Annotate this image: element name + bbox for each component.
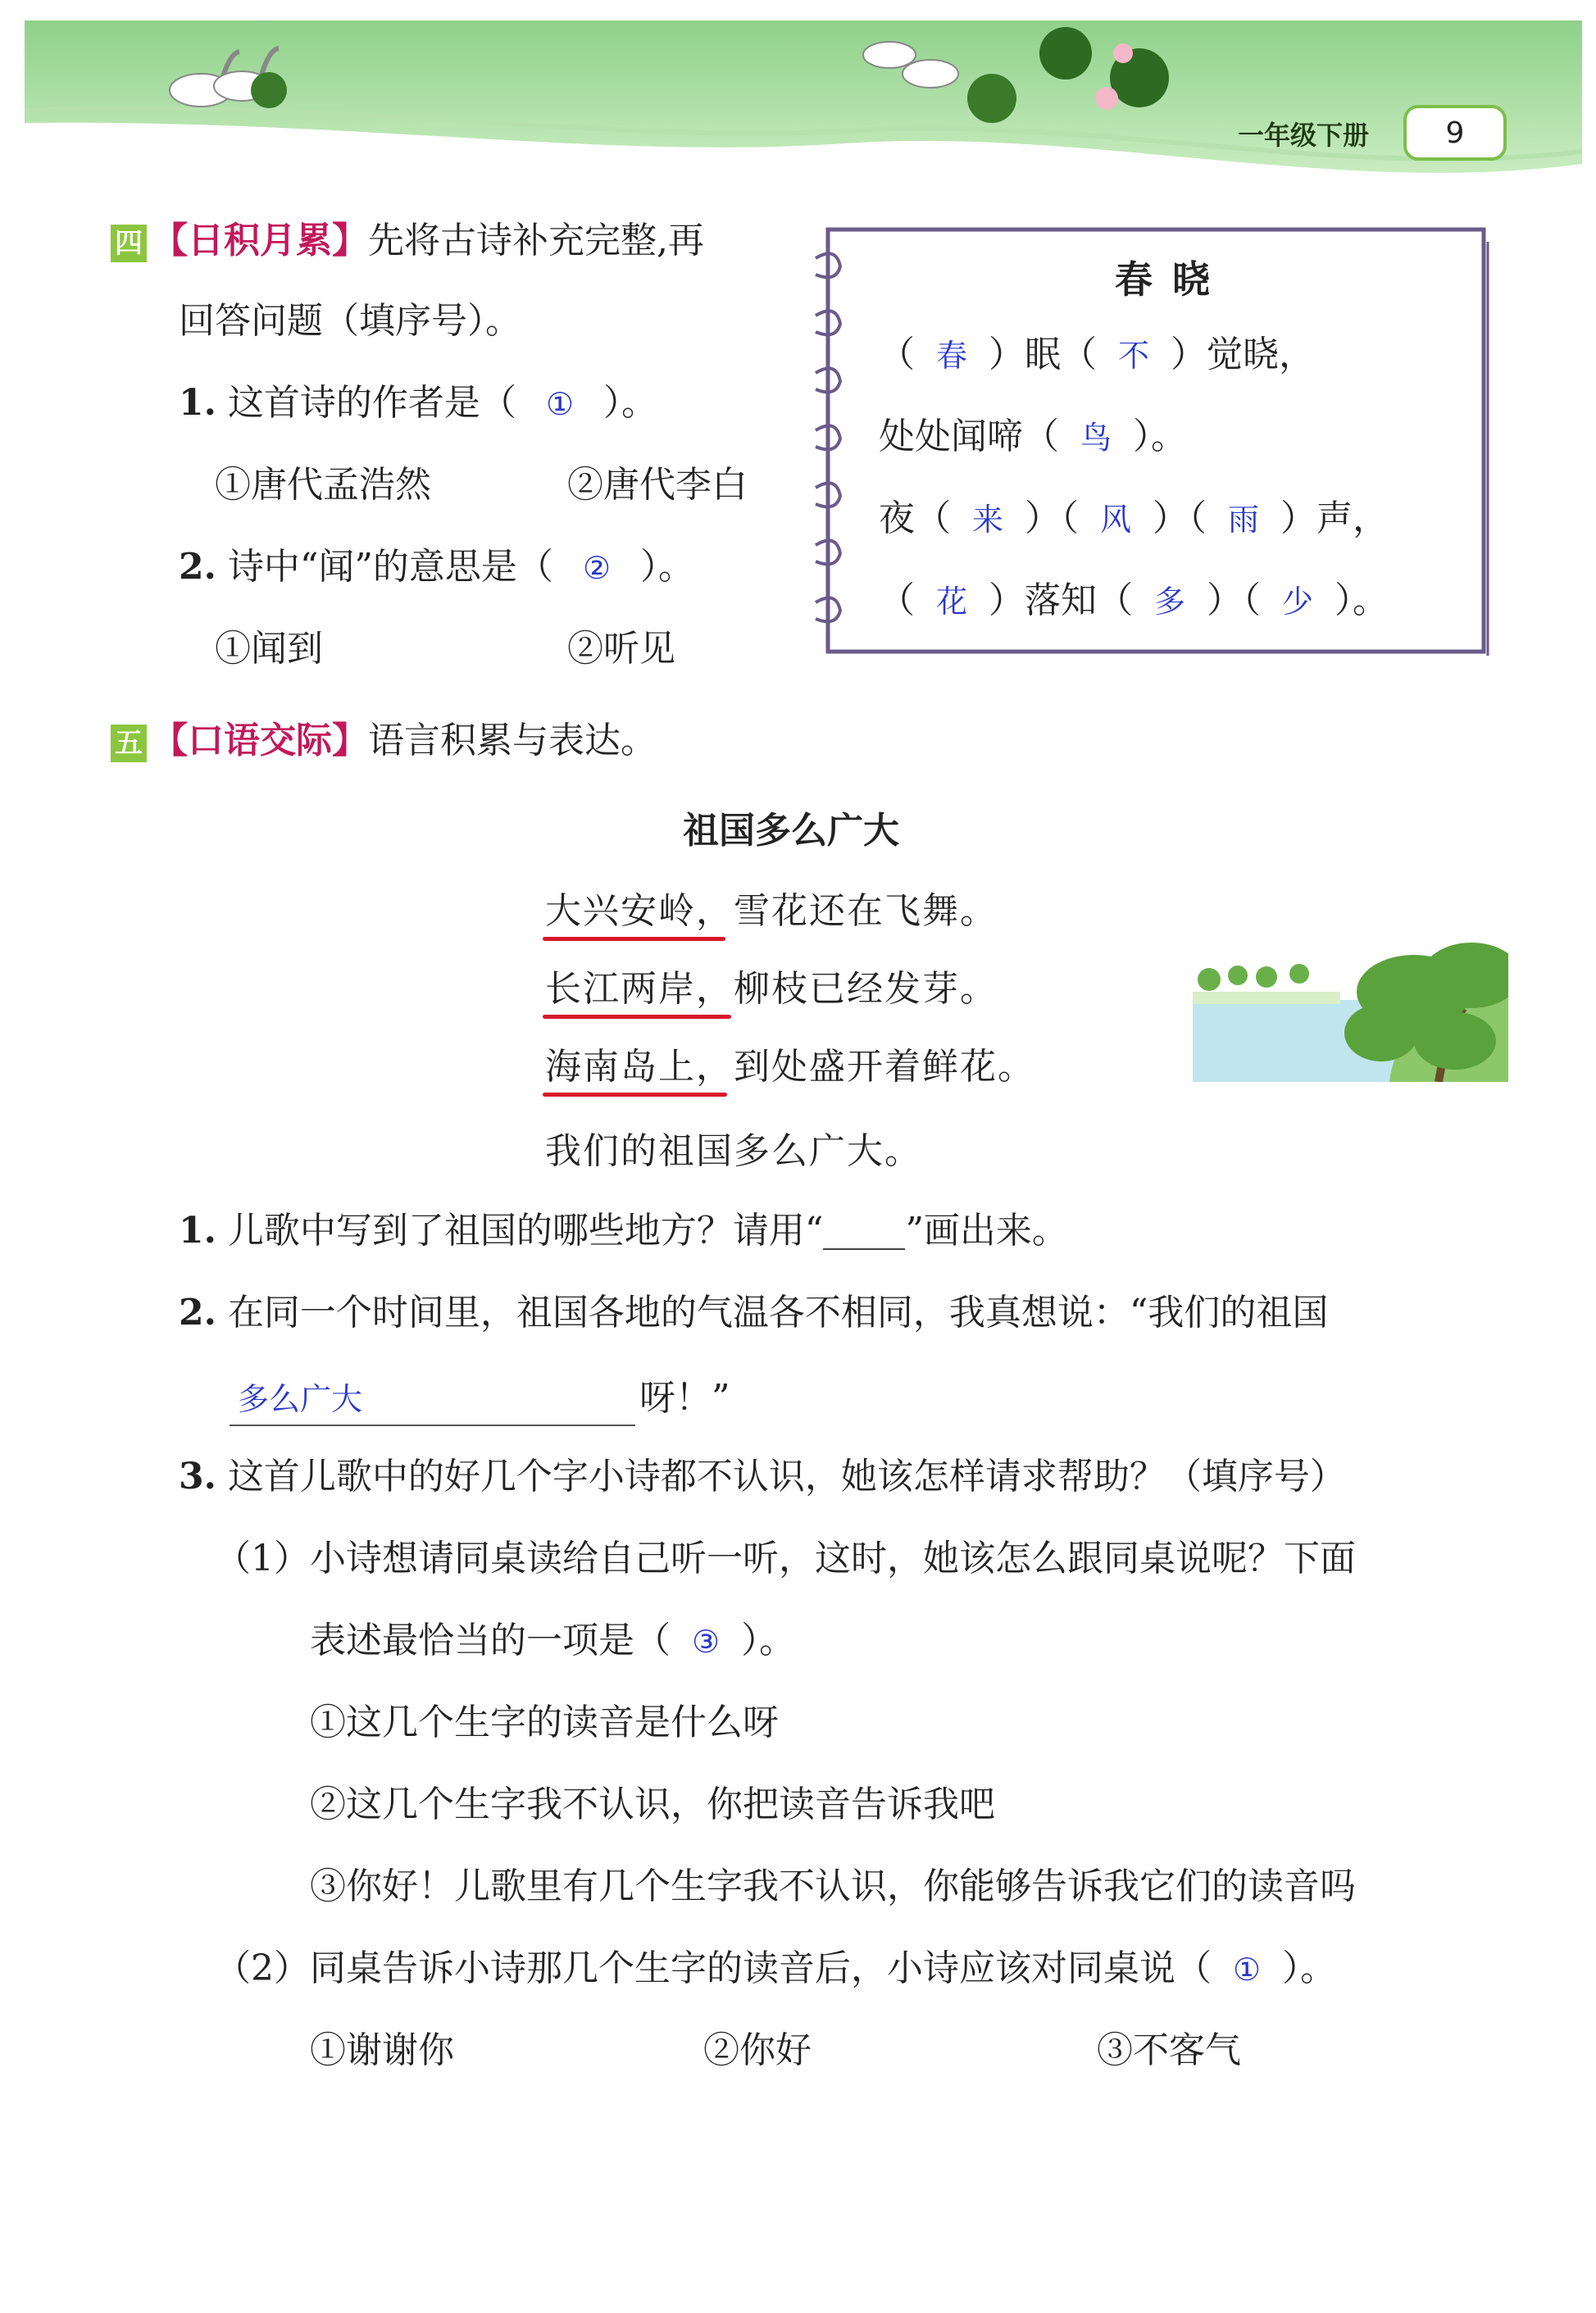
question-number: 1. xyxy=(179,1210,216,1252)
question-3 xyxy=(179,1452,1346,1502)
option-1: ①谢谢你 xyxy=(310,2029,454,2071)
place-name: 长江两岸， xyxy=(545,968,734,1010)
question-number: 1. xyxy=(179,382,216,424)
poem-line-3: 夜（ 来 ）（ 风 ）（ 雨 ）声， xyxy=(879,498,1389,539)
sub-question-1-cont xyxy=(310,1616,795,1666)
poem-answer: 花 xyxy=(936,584,968,620)
poem-text: 。 xyxy=(1151,416,1188,457)
poem-answer: 少 xyxy=(1282,584,1314,620)
answer: 多么广大 xyxy=(238,1381,363,1417)
question-1 xyxy=(179,1206,1068,1256)
section-4-heading xyxy=(111,216,704,266)
place-name: 海南岛上， xyxy=(545,1046,734,1088)
sub-text-end: ）。 xyxy=(1282,1947,1337,1989)
fill-answer-line xyxy=(238,1374,362,1424)
answer: ① xyxy=(545,386,575,422)
poem-answer: 雨 xyxy=(1228,502,1260,538)
poem-text: 处处闻啼 xyxy=(879,416,1023,457)
poem-text: 。 xyxy=(1353,579,1389,621)
section-instruction: 语言积累与表达。 xyxy=(368,720,657,761)
header-decoration xyxy=(25,20,1582,184)
song-text: 到处盛开着鲜花。 xyxy=(734,1046,1035,1088)
poem-line-2: 处处闻啼（ 鸟 ）。 xyxy=(879,416,1188,457)
song-text: 柳枝已经发芽。 xyxy=(734,968,998,1010)
answer: ② xyxy=(582,550,612,586)
grade-label: 一年级下册 xyxy=(1238,120,1370,151)
sub-label: （1） xyxy=(215,1538,310,1579)
question-2 xyxy=(179,543,694,593)
poem-answer: 风 xyxy=(1100,502,1132,538)
sub-text: 同桌告诉小诗那几个生字的读音后，小诗应该对同桌说（ xyxy=(310,1947,1212,1989)
question-1 xyxy=(179,379,657,429)
sub-text-end: ）。 xyxy=(741,1620,796,1661)
option-1: ①这几个生字的读音是什么呀 xyxy=(310,1702,779,1743)
question-text: 儿歌中写到了祖国的哪些地方？请用“ xyxy=(227,1210,824,1252)
question-2 xyxy=(179,1288,1328,1338)
question-text-end: ）。 xyxy=(603,382,658,424)
song-line-1 xyxy=(545,887,998,936)
poem-text: 觉晓， xyxy=(1207,334,1316,375)
answer: ① xyxy=(1233,1952,1262,1988)
sub-question-1 xyxy=(215,1534,1356,1584)
place-name: 大兴安岭， xyxy=(545,890,734,932)
poem-answer: 鸟 xyxy=(1080,420,1112,456)
section-instruction-cont: 回答问题（填序号）。 xyxy=(179,300,521,342)
section-title: 【口语交际】 xyxy=(152,720,368,761)
section-number: 四 xyxy=(111,225,147,262)
song-line-4: 我们的祖国多么广大。 xyxy=(545,1130,922,1172)
poem-answer: 不 xyxy=(1118,338,1150,374)
question-number: 3. xyxy=(179,1456,216,1497)
question-number: 2. xyxy=(179,546,216,588)
poem-line-4: （ 花 ）落知（ 多 ）（ 少 ）。 xyxy=(879,579,1389,621)
question-text: 这首儿歌中的好几个字小诗都不认识，她该怎样请求帮助？（填序号） xyxy=(227,1456,1346,1497)
poem-answer: 春 xyxy=(936,338,968,374)
question-text-end: ”画出来。 xyxy=(905,1210,1068,1252)
song-text: 雪花还在飞舞。 xyxy=(734,890,998,932)
song-title: 祖国多么广大 xyxy=(683,810,899,852)
option-1: ①唐代孟浩然 xyxy=(215,464,431,506)
option-2: ②听见 xyxy=(567,628,675,670)
question-tail: 呀！” xyxy=(639,1377,730,1419)
sub-label: （2） xyxy=(215,1947,310,1989)
poem-text: 落知 xyxy=(1025,579,1098,621)
underline-sample xyxy=(823,1217,905,1250)
option-2: ②你好 xyxy=(703,2029,812,2071)
page-number: 9 xyxy=(1403,105,1507,161)
song-line-2 xyxy=(545,965,998,1014)
poem-text: 声， xyxy=(1316,498,1389,539)
sub-text: 表述最恰当的一项是（ xyxy=(310,1620,671,1661)
option-3: ③不客气 xyxy=(1097,2029,1241,2071)
willow-river-illustration xyxy=(1193,943,1508,1082)
poem-line-1: （ 春 ）眠（ 不 ）觉晓， xyxy=(879,334,1316,375)
red-underline xyxy=(543,1015,731,1019)
option-1: ①闻到 xyxy=(215,628,323,670)
question-text: 在同一个时间里，祖国各地的气温各不相同，我真想说：“我们的祖国 xyxy=(227,1292,1329,1334)
question-number: 2. xyxy=(179,1292,216,1334)
poem-answer: 来 xyxy=(972,502,1004,538)
section-number: 五 xyxy=(111,725,147,762)
poem-text: 夜 xyxy=(879,498,915,539)
sub-text: 小诗想请同桌读给自己听一听，这时，她该怎么跟同桌说呢？下面 xyxy=(310,1538,1356,1579)
section-instruction: 先将古诗补充完整,再 xyxy=(368,220,704,261)
red-underline xyxy=(543,1093,727,1097)
sub-question-2 xyxy=(215,1944,1336,1994)
question-text: 诗中“闻”的意思是（ xyxy=(227,546,553,588)
poem-title: 春晓 xyxy=(1115,257,1230,302)
question-text-end: ）。 xyxy=(640,546,695,588)
option-2: ②这几个生字我不认识，你把读音告诉我吧 xyxy=(310,1784,995,1825)
section-title: 【日积月累】 xyxy=(152,220,368,261)
option-2: ②唐代李白 xyxy=(567,464,748,506)
option-3: ③你好！儿歌里有几个生字我不认识，你能够告诉我它们的读音吗 xyxy=(310,1865,1356,1907)
song-line-3 xyxy=(545,1043,1035,1092)
answer: ③ xyxy=(692,1624,721,1660)
section-5-heading xyxy=(111,716,657,766)
answer-blank xyxy=(230,1425,635,1426)
red-underline xyxy=(543,937,725,941)
question-text: 这首诗的作者是（ xyxy=(227,382,516,424)
poem-text: 眠 xyxy=(1025,334,1062,375)
poem-answer: 多 xyxy=(1154,584,1186,620)
